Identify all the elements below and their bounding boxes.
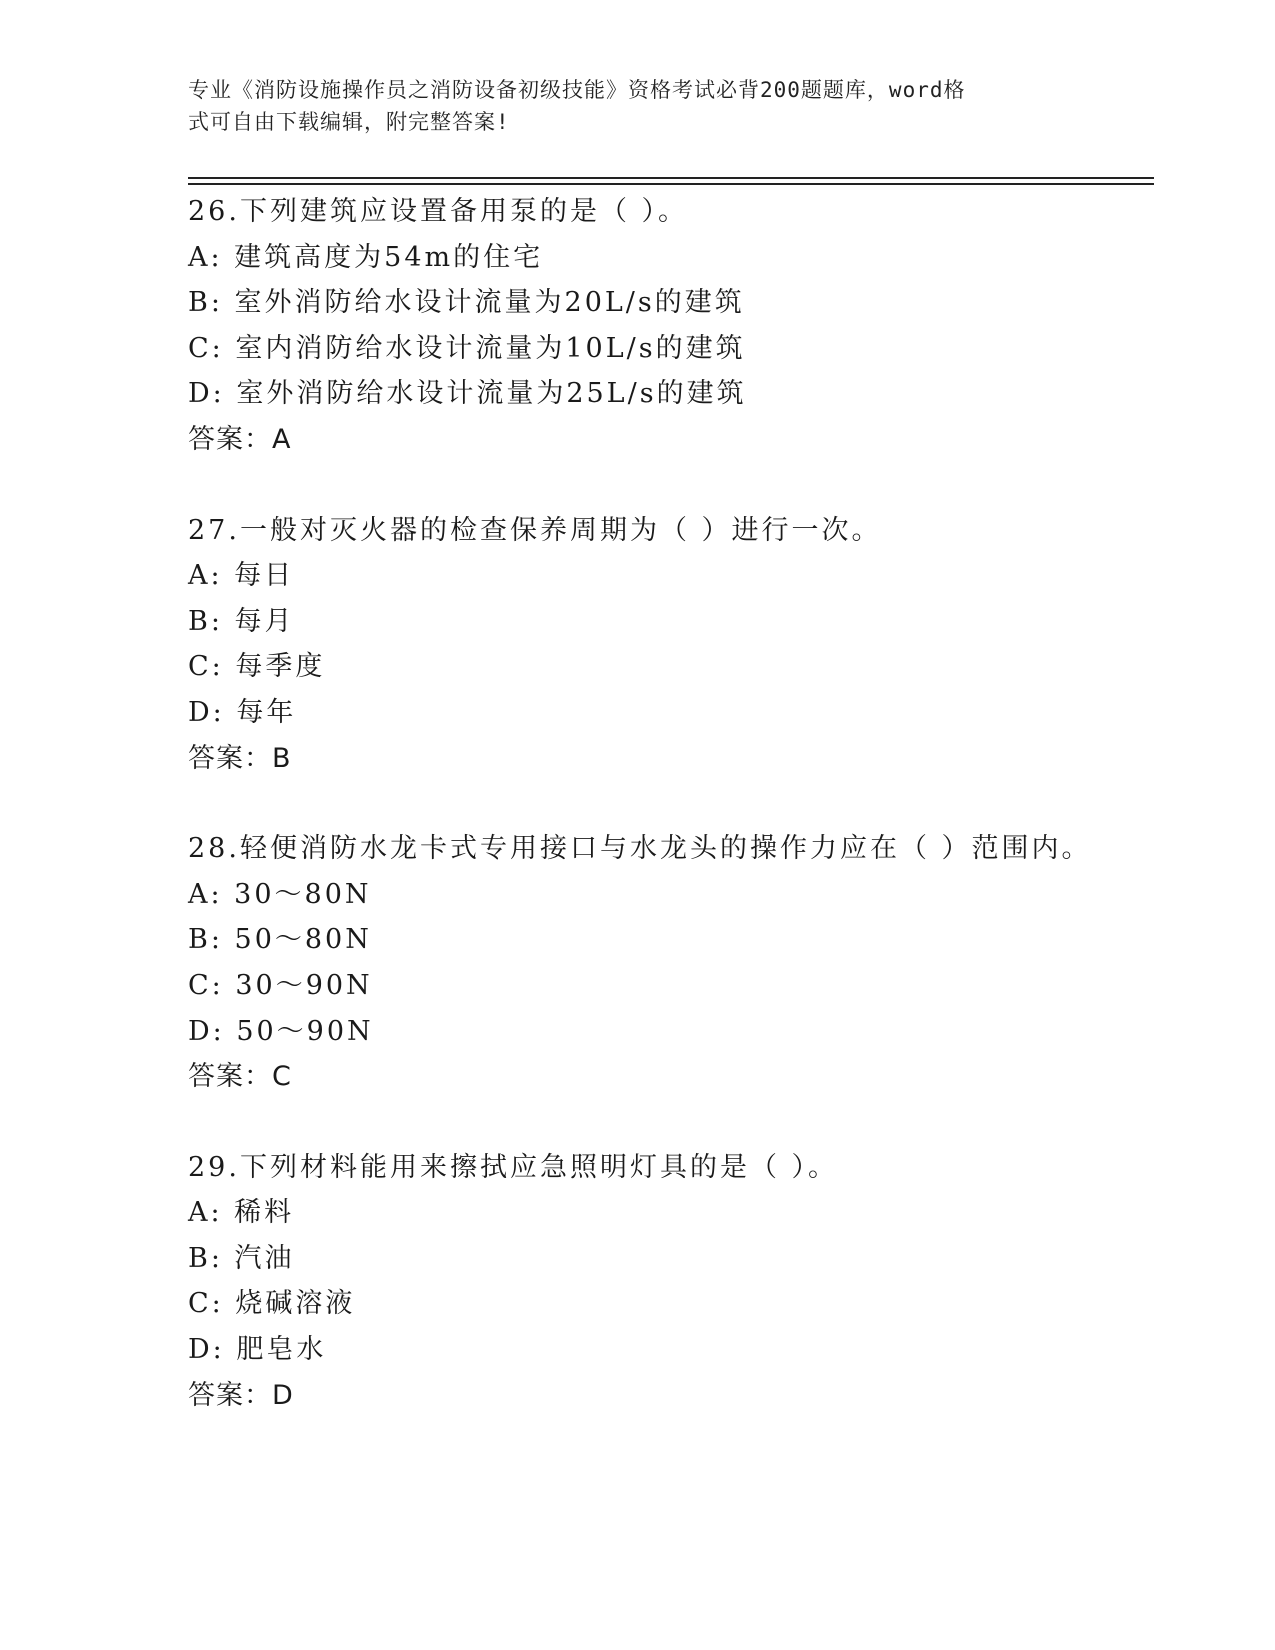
header-line-1: 专业《消防设施操作员之消防设备初级技能》资格考试必背200题题库，word格	[188, 78, 966, 102]
option-a: A: 每日	[188, 560, 295, 592]
option-d: D: 室外消防给水设计流量为25L/s的建筑	[188, 378, 747, 410]
question-list	[188, 189, 1168, 1418]
header-divider-top	[188, 177, 1154, 179]
option-d: D: 肥皂水	[188, 1334, 327, 1366]
option-b: B: 室外消防给水设计流量为20L/s的建筑	[188, 287, 745, 319]
question-27	[188, 508, 1168, 782]
answer-line: 答案：A	[188, 423, 292, 455]
question-stem: 29.下列材料能用来擦拭应急照明灯具的是（ ）。	[188, 1151, 839, 1183]
question-26	[188, 189, 1168, 463]
question-stem: 26.下列建筑应设置备用泵的是（ ）。	[188, 196, 689, 227]
option-d: D: 50～90N	[188, 1015, 374, 1047]
option-d: D: 每年	[188, 696, 297, 728]
option-a: A: 稀料	[188, 1197, 295, 1229]
option-b: B: 每月	[188, 605, 295, 637]
question-stem: 27.一般对灭火器的检查保养周期为（ ）进行一次。	[188, 514, 882, 546]
question-29	[188, 1145, 1168, 1419]
answer-line: 答案：B	[188, 742, 292, 774]
answer-line: 答案：C	[188, 1061, 292, 1093]
header-divider-bottom	[188, 183, 1154, 185]
question-28	[188, 826, 1168, 1100]
option-c: C: 烧碱溶液	[188, 1288, 356, 1320]
question-stem: 28.轻便消防水龙卡式专用接口与水龙头的操作力应在（ ）范围内。	[188, 833, 1092, 865]
option-b: B: 50～80N	[188, 924, 372, 956]
answer-line: 答案：D	[188, 1379, 294, 1411]
option-a: A: 30～80N	[188, 878, 372, 910]
document-header	[188, 74, 1068, 138]
option-a: A: 建筑高度为54m的住宅	[188, 241, 544, 273]
option-b: B: 汽油	[188, 1242, 295, 1274]
option-c: C: 每季度	[188, 651, 326, 683]
option-c: C: 室内消防给水设计流量为10L/s的建筑	[188, 332, 746, 364]
option-c: C: 30～90N	[188, 969, 373, 1001]
header-line-2: 式可自由下载编辑，附完整答案!	[188, 110, 510, 134]
